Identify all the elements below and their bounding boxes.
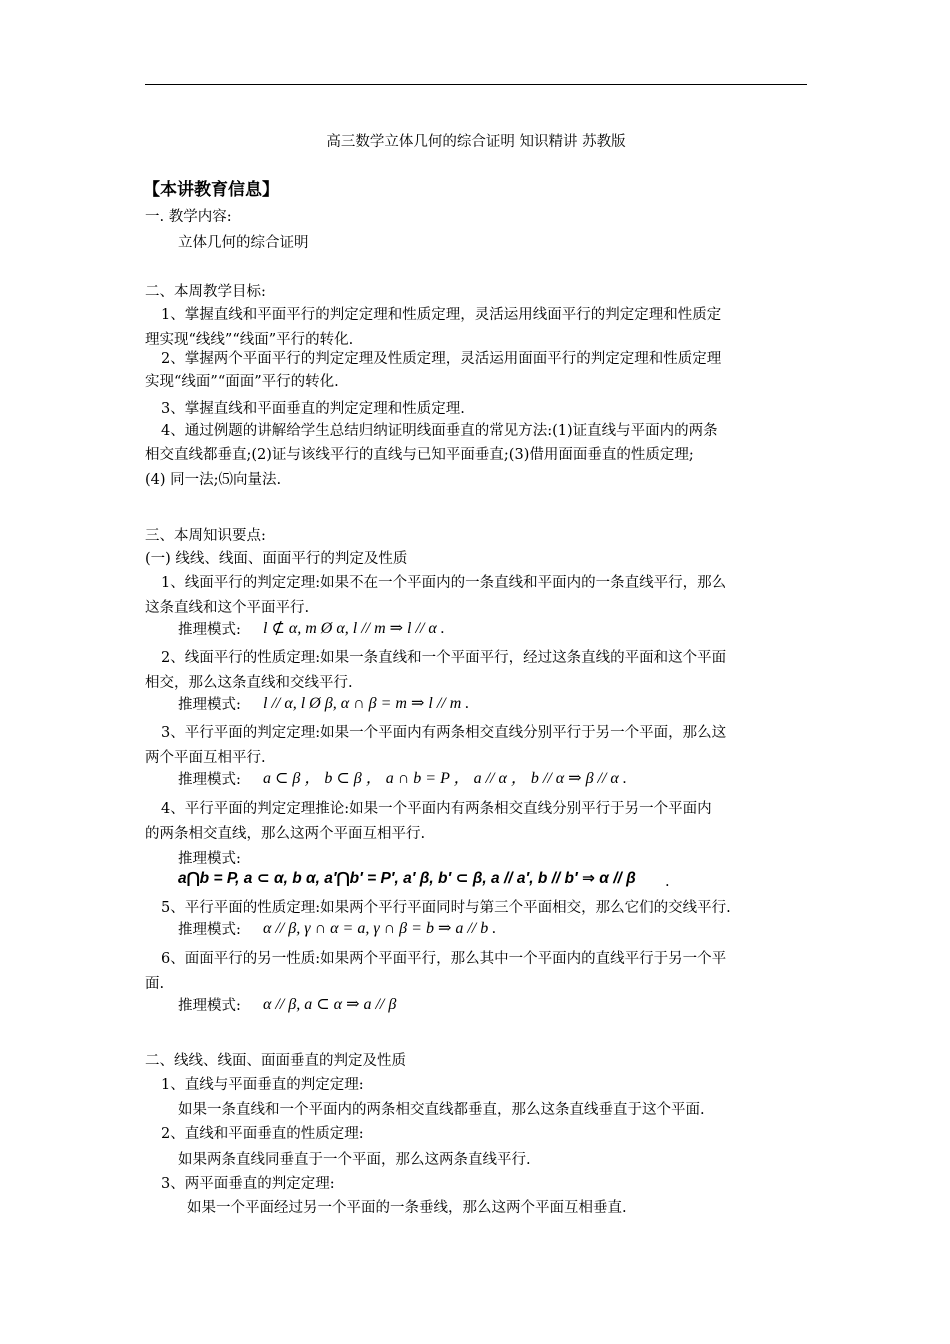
formula-1: l ⊄ α, m Ø α, l // m ⇒ l // α .	[263, 620, 445, 637]
theorem-4-line-1: 4、平行平面的判定定理推论:如果一个平面内有两条相交直线分别平行于另一个平面内	[161, 801, 712, 817]
section-goals-heading: 二、本周教学目标:	[145, 284, 266, 300]
subsection-parallel-heading: (一) 线线、线面、面面平行的判定及性质	[145, 551, 408, 567]
reasoning-label-5: 推理模式:	[178, 922, 241, 938]
theorem-6-line-1: 6、面面平行的另一性质:如果两个平面平行，那么其中一个平面内的直线平行于另一个平	[161, 951, 727, 967]
theorem-1-line-2: 这条直线和这个平面平行.	[145, 600, 310, 616]
reasoning-label-4: 推理模式:	[178, 851, 241, 867]
theorem-2-line-2: 相交，那么这条直线和交线平行.	[145, 675, 353, 691]
section-perpendicular-heading: 二、线线、线面、面面垂直的判定及性质	[145, 1053, 406, 1069]
perp-theorem-2-content: 如果两条直线同垂直于一个平面，那么这两条直线平行.	[178, 1152, 531, 1168]
document-title: 高三数学立体几何的综合证明 知识精讲 苏教版	[326, 134, 626, 150]
goal-2-line-1: 2、掌握两个平面平行的判定定理及性质定理，灵活运用面面平行的判定定理和性质定理	[161, 351, 722, 367]
formula-5: α // β, γ ∩ α = a, γ ∩ β = b ⇒ a // b .	[263, 920, 497, 937]
theorem-6-line-2: 面.	[145, 976, 165, 992]
goal-1-line-2: 理实现“线线”“线面”平行的转化.	[145, 332, 354, 348]
goal-3: 3、掌握直线和平面垂直的判定定理和性质定理.	[161, 401, 465, 417]
reasoning-label-1: 推理模式:	[178, 622, 241, 638]
theorem-4-line-2: 的两条相交直线，那么这两个平面互相平行.	[145, 826, 426, 842]
reasoning-label-3: 推理模式:	[178, 772, 241, 788]
formula-2: l // α, l Ø β, α ∩ β = m ⇒ l // m .	[263, 695, 470, 712]
header-rule	[145, 84, 807, 85]
goal-1-line-1: 1、掌握直线和平面平行的判定定理和性质定理，灵活运用线面平行的判定定理和性质定	[161, 307, 722, 323]
theorem-3-line-2: 两个平面互相平行.	[145, 750, 266, 766]
formula-3: a ⊂ β ， b ⊂ β ， a ∩ b = P ， a // α ， b // α ⇒ β // α .	[263, 770, 627, 787]
perp-theorem-1-title: 1、直线与平面垂直的判定定理:	[161, 1077, 364, 1093]
section-teaching-content-heading: 一. 教学内容:	[145, 209, 232, 225]
theorem-5: 5、平行平面的性质定理:如果两个平行平面同时与第三个平面相交，那么它们的交线平行.	[161, 900, 731, 916]
theorem-3-line-1: 3、平行平面的判定定理:如果一个平面内有两条相交直线分别平行于另一个平面，那么这	[161, 725, 727, 741]
teaching-content-text: 立体几何的综合证明	[178, 235, 309, 251]
perp-theorem-3-content: 如果一个平面经过另一个平面的一条垂线，那么这两个平面互相垂直.	[187, 1200, 627, 1216]
theorem-2-line-1: 2、线面平行的性质定理:如果一条直线和一个平面平行，经过这条直线的平面和这个平面	[161, 650, 727, 666]
reasoning-label-2: 推理模式:	[178, 697, 241, 713]
formula-4: a⋂b = P, a ⊂ α, b α, a′⋂b′ = P′, a′ β, b′ ⊂ β, a // a′, b // b′ ⇒ α // β	[178, 870, 636, 887]
theorem-1-line-1: 1、线面平行的判定定理:如果不在一个平面内的一条直线和平面内的一条直线平行，那么	[161, 575, 727, 591]
goal-2-line-2: 实现“线面”“面面”平行的转化.	[145, 374, 339, 390]
goal-4-line-3: (4) 同一法;⑸向量法.	[145, 472, 282, 488]
perp-theorem-3-title: 3、两平面垂直的判定定理:	[161, 1176, 335, 1192]
goal-4-line-1: 4、通过例题的讲解给学生总结归纳证明线面垂直的常见方法:(1)证直线与平面内的两条	[161, 423, 718, 439]
reasoning-label-6: 推理模式:	[178, 998, 241, 1014]
perp-theorem-1-content: 如果一条直线和一个平面内的两条相交直线都垂直，那么这条直线垂直于这个平面.	[178, 1102, 705, 1118]
info-heading: 【本讲教育信息】	[143, 180, 279, 200]
formula-4-end: .	[665, 874, 670, 890]
goal-4-line-2: 相交直线都垂直;(2)证与该线平行的直线与已知平面垂直;(3)借用面面垂直的性质定理;	[145, 447, 694, 463]
perp-theorem-2-title: 2、直线和平面垂直的性质定理:	[161, 1126, 364, 1142]
section-knowledge-heading: 三、本周知识要点:	[145, 528, 266, 544]
formula-6: α // β, a ⊂ α ⇒ a // β	[263, 996, 397, 1013]
